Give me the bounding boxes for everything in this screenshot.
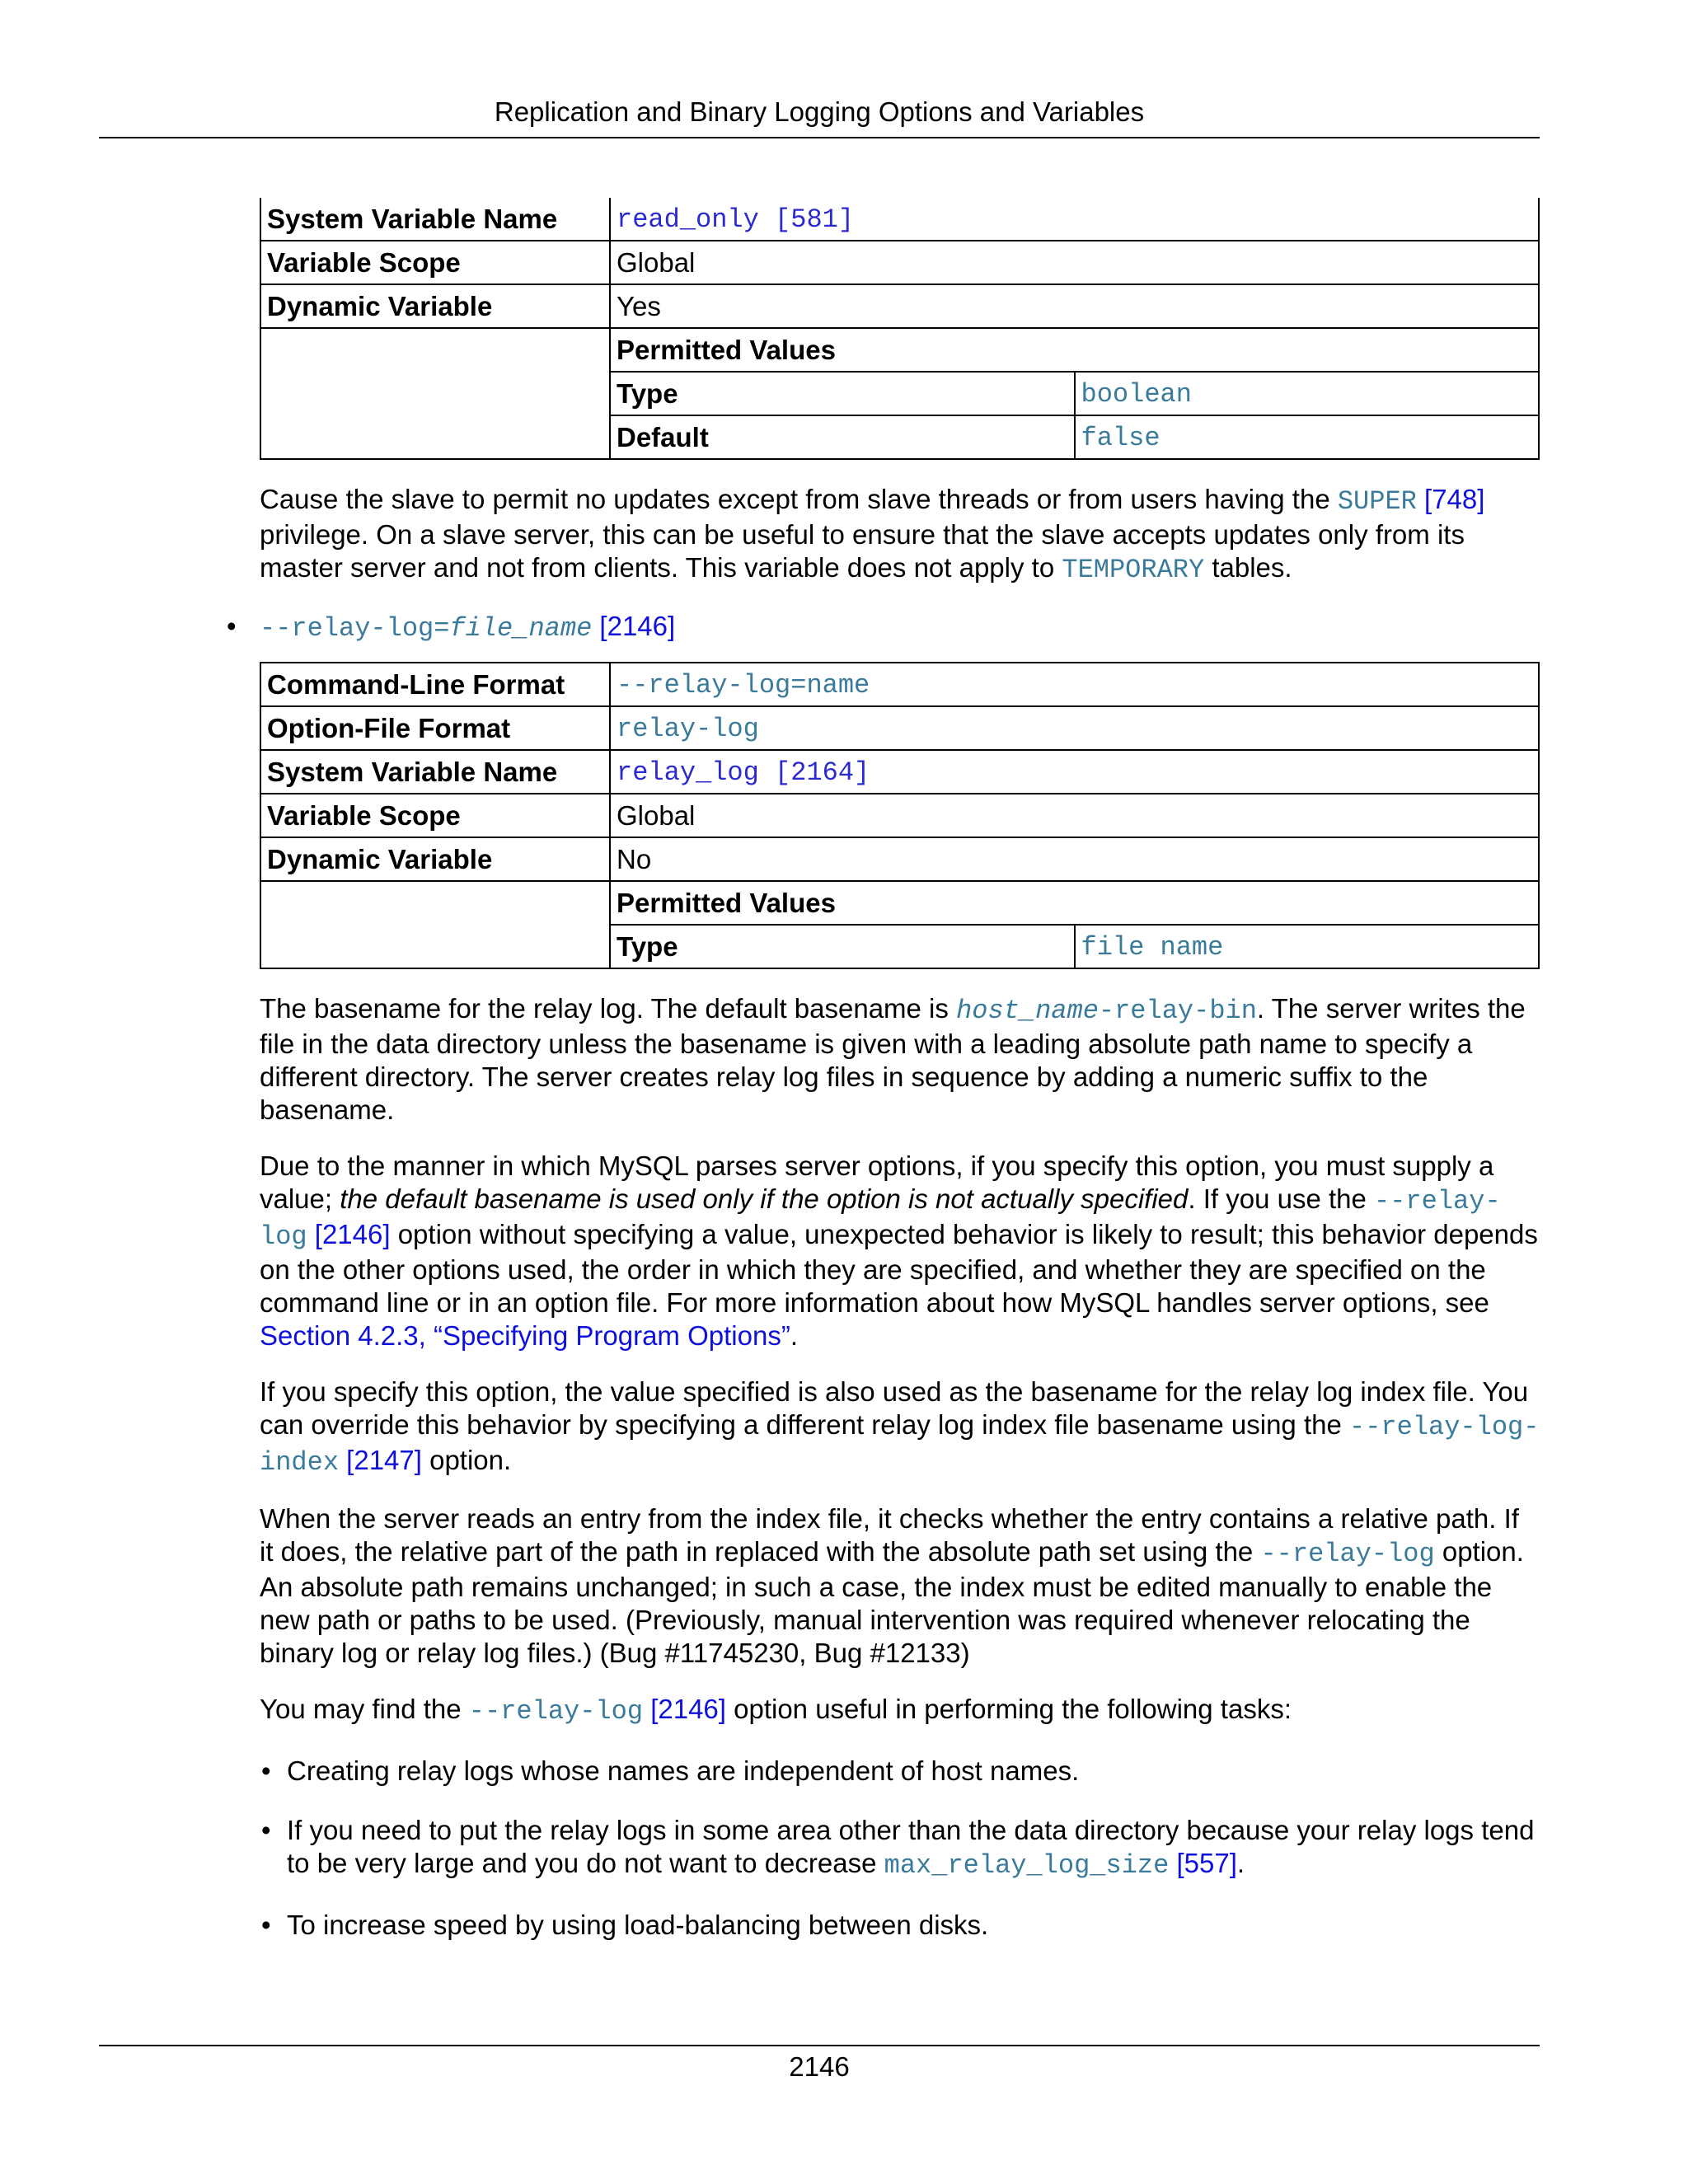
- footer-rule: [99, 2045, 1540, 2046]
- option-relay-log-heading: [227, 610, 1540, 645]
- running-header: Replication and Binary Logging Options and Variables: [494, 96, 1145, 127]
- table-row: [260, 706, 1539, 750]
- bullet-icon: •: [261, 1755, 271, 1786]
- read-only-variable-link[interactable]: read_only [581]: [617, 204, 855, 235]
- row-label: Variable Scope: [260, 794, 610, 837]
- list-item: • If you need to put the relay logs in some area other than the data directory because your relay logs tend to be very large and you do not want to decrease max_relay_log_size [557].: [261, 1815, 1535, 1881]
- table-row: [260, 284, 1539, 328]
- table-row: [260, 837, 1539, 881]
- inline-code[interactable]: --relay-log-index: [260, 1412, 1540, 1478]
- permitted-values-heading: Permitted Values: [611, 329, 1538, 372]
- type-label: Type: [611, 372, 1075, 415]
- list-item: • Creating relay logs whose names are independent of host names.: [261, 1755, 1080, 1786]
- row-label: Dynamic Variable: [260, 284, 610, 328]
- default-label: Default: [611, 415, 1075, 458]
- permitted-values-cell: [610, 881, 1539, 968]
- option-code-arg: file_name: [449, 613, 593, 644]
- header-rule: [99, 137, 1540, 138]
- relay-log-option-table: [260, 662, 1540, 969]
- page-ref-link[interactable]: [2146]: [643, 1694, 726, 1724]
- row-value: No: [610, 837, 1539, 881]
- table-row: [260, 663, 1539, 706]
- page-content: [227, 198, 1540, 1942]
- table-row: [260, 241, 1539, 284]
- row-value: Global: [610, 241, 1539, 284]
- read-only-variable-table: [260, 198, 1540, 460]
- list-item: • To increase speed by using load-balancing between disks.: [261, 1910, 989, 1940]
- read-only-description: Cause the slave to permit no updates except from slave threads or from users having the SUPER [748] privilege. On a slave server, this can be useful to ensure that the slave accepts updates only from its master server and not from clients. This variable does not apply to TEMPORARY tables.: [260, 484, 1485, 585]
- paragraph-index-file: If you specify this option, the value specified is also used as the basename for the relay log index file. You can override this behavior by specifying a different relay log index file basename using the --relay-log-index [2147] option.: [260, 1376, 1540, 1478]
- row-label: Dynamic Variable: [260, 837, 610, 881]
- section-link[interactable]: Section 4.2.3, “Specifying Program Options”: [260, 1320, 790, 1351]
- inline-code[interactable]: max_relay_log_size: [884, 1850, 1170, 1881]
- paragraph-parsing: Due to the manner in which MySQL parses server options, if you specify this option, you must supply a value; the default basename is used only if the option is not actually specified. If you use the --relay-log [2146] option without specifying a value, unexpected behavior is likely to result; this behavior depends on the other options used, the order in which they are specified, and whether they are specified on the command line or in an option file. For more information about how MySQL handles server options, see Section 4.2.3, “Specifying Program Options”.: [260, 1151, 1538, 1351]
- row-value: Global: [610, 794, 1539, 837]
- paragraph-relative-path: When the server reads an entry from the index file, it checks whether the entry contains a relative path. If it does, the relative part of the path in replaced with the absolute path set using the --relay-log option. An absolute path remains unchanged; in such a case, the index must be edited manually to enable the new path or paths to be used. (Previously, manual intervention was required whenever relocating the binary log or relay log files.) (Bug #11745230, Bug #12133): [260, 1503, 1524, 1668]
- page-number: 2146: [789, 2051, 850, 2082]
- table-row: [260, 794, 1539, 837]
- row-value: relay-log: [610, 706, 1539, 750]
- option-code: --relay-log=: [260, 613, 450, 644]
- permitted-values-table: [611, 882, 1538, 968]
- row-value: [610, 750, 1539, 794]
- type-value: boolean: [1075, 372, 1539, 415]
- inline-code[interactable]: SUPER: [1337, 486, 1417, 517]
- row-label: System Variable Name: [260, 750, 610, 794]
- paragraph-tasks-intro: You may find the --relay-log [2146] option useful in performing the following tasks:: [260, 1694, 1292, 1727]
- inline-code: -relay-bin: [1098, 996, 1257, 1026]
- permitted-values-heading: Permitted Values: [611, 882, 1538, 925]
- paragraph-basename: The basename for the relay log. The default basename is host_name-relay-bin. The server writes the file in the data directory unless the basename is given with a leading absolute path name to specify a different directory. The server creates relay log files in sequence by adding a numeric suffix to the basename.: [260, 993, 1526, 1125]
- inline-code[interactable]: TEMPORARY: [1062, 555, 1205, 585]
- default-value: false: [1081, 423, 1160, 453]
- row-value: [610, 198, 1539, 241]
- page-ref-link[interactable]: [2146]: [307, 1219, 391, 1249]
- row-label: Variable Scope: [260, 241, 610, 284]
- bullet-icon: •: [227, 611, 237, 641]
- inline-code[interactable]: --relay-log: [260, 1186, 1501, 1252]
- page-ref-link[interactable]: [748]: [1416, 484, 1485, 514]
- row-value: Yes: [610, 284, 1539, 328]
- bullet-icon: •: [261, 1910, 271, 1940]
- table-row: [260, 881, 1539, 968]
- tasks-list: [260, 1755, 1540, 1942]
- row-label: Option-File Format: [260, 706, 610, 750]
- table-row: [260, 750, 1539, 794]
- row-label-empty: [260, 328, 610, 459]
- table-row: [260, 198, 1539, 241]
- row-label: Command-Line Format: [260, 663, 610, 706]
- row-label-empty: [260, 881, 610, 968]
- page-ref-link[interactable]: [2147]: [339, 1445, 422, 1475]
- row-label: System Variable Name: [260, 198, 610, 241]
- row-value: --relay-log=name: [610, 663, 1539, 706]
- inline-code: host_name: [956, 996, 1099, 1026]
- inline-code: --relay-log: [1260, 1539, 1435, 1569]
- inline-code[interactable]: --relay-log: [468, 1696, 644, 1727]
- page-ref-link[interactable]: [557]: [1169, 1848, 1237, 1878]
- permitted-values-table: [611, 329, 1538, 458]
- option-page-link[interactable]: [2146]: [592, 611, 676, 641]
- relay-log-variable-link[interactable]: relay_log [2164]: [617, 757, 870, 788]
- type-label: Type: [611, 925, 1075, 968]
- type-value: file name: [1081, 932, 1224, 963]
- permitted-values-cell: [610, 328, 1539, 459]
- table-row: [260, 328, 1539, 459]
- bullet-icon: •: [261, 1815, 271, 1845]
